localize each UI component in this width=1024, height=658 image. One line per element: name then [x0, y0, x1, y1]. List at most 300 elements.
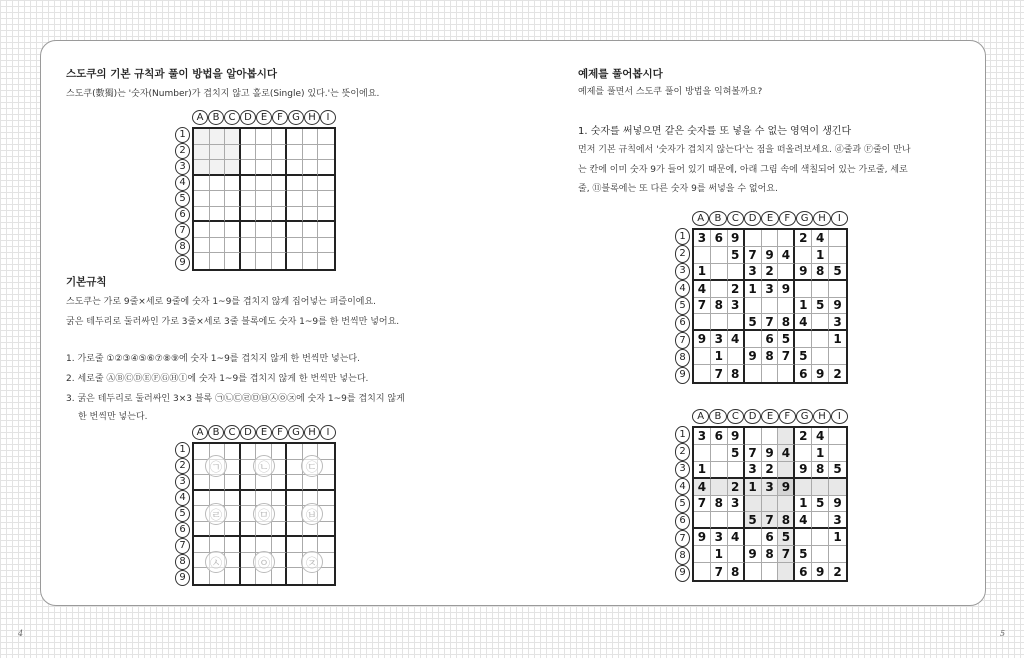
row-label: 4 [175, 175, 190, 191]
row-labels [175, 442, 190, 586]
sudoku-cell: 5 [795, 348, 812, 365]
column-label: E [256, 425, 272, 440]
sudoku-cell [210, 207, 226, 223]
row-label: 8 [675, 547, 690, 564]
sudoku-cell: 9 [762, 247, 779, 264]
sudoku-cell: 5 [728, 445, 745, 462]
block-label: ㉢ [301, 455, 323, 477]
sudoku-cell [303, 191, 319, 207]
sudoku-cell [287, 522, 303, 538]
sudoku-cell [194, 222, 210, 238]
sudoku-cell [318, 253, 334, 269]
sudoku-cell [694, 512, 711, 529]
sudoku-cell: 9 [778, 479, 795, 496]
sudoku-cell [241, 522, 257, 538]
sudoku-cell [762, 365, 779, 382]
sudoku-cell [318, 145, 334, 161]
sudoku-cell: 2 [728, 281, 745, 298]
block-label: ㉣ [205, 503, 227, 525]
row-labels [675, 426, 690, 582]
sudoku-cell [272, 475, 288, 491]
sudoku-cell [241, 191, 257, 207]
sudoku-cell [812, 331, 829, 348]
sudoku-cell: 1 [694, 264, 711, 281]
column-label: F [779, 211, 796, 226]
column-labels [192, 425, 336, 440]
sudoku-cell: 4 [778, 247, 795, 264]
sudoku-cell [225, 460, 241, 476]
sudoku-cell [778, 496, 795, 513]
sudoku-cell: 8 [812, 462, 829, 479]
sudoku-cell [272, 253, 288, 269]
sudoku-cell [318, 191, 334, 207]
sudoku-cell: 1 [829, 529, 846, 546]
row-label: 7 [675, 332, 690, 349]
sudoku-cell: 1 [711, 546, 728, 563]
sudoku-cell [287, 129, 303, 145]
sudoku-cell [778, 563, 795, 580]
sudoku-cell [256, 222, 272, 238]
sudoku-cell: 6 [762, 529, 779, 546]
sudoku-cell [272, 491, 288, 507]
sudoku-cell [795, 445, 812, 462]
numbered-rule-2: 2. 세로줄 ⒶⒷⒸⒹⒺⒻⒼⒽⒾ에 숫자 1~9를 겹치지 않게 한 번씩만 넣는다. [66, 374, 369, 384]
sudoku-cell [225, 506, 241, 522]
sudoku-cell: 9 [728, 230, 745, 247]
sudoku-cell: 6 [795, 365, 812, 382]
sudoku-cell [711, 479, 728, 496]
step-line-1: 먼저 기본 규칙에서 '숫자가 겹치지 않는다'는 점을 떠올려보세요. ⓓ줄과 Ⓕ줄이 만나 [578, 145, 911, 155]
row-label: 4 [675, 478, 690, 495]
sudoku-cell [272, 191, 288, 207]
column-label: H [813, 409, 830, 424]
sudoku-cell [829, 428, 846, 445]
sudoku-cell [303, 145, 319, 161]
sudoku-cell: 7 [762, 314, 779, 331]
sudoku-cell: 2 [795, 428, 812, 445]
sudoku-cell [303, 176, 319, 192]
column-label: C [727, 409, 744, 424]
sudoku-cell: 9 [812, 365, 829, 382]
sudoku-cell [210, 222, 226, 238]
sudoku-cell [241, 207, 257, 223]
sudoku-cell [812, 314, 829, 331]
sudoku-cell: 7 [762, 512, 779, 529]
sudoku-cell [210, 129, 226, 145]
sudoku-cell [272, 160, 288, 176]
numbered-rule-3: 3. 굵은 테두리로 둘러싸인 3×3 블록 ㉠㉡㉢㉣㉤㉥㉦㉧㉨에 숫자 1~9를 겹치지 않게 [66, 394, 405, 404]
sudoku-cell [256, 176, 272, 192]
sudoku-cell [256, 160, 272, 176]
sudoku-cell [812, 281, 829, 298]
sudoku-cell: 8 [778, 512, 795, 529]
sudoku-cell [711, 314, 728, 331]
row-label: 7 [675, 530, 690, 547]
sudoku-cell [829, 247, 846, 264]
sudoku-cell [241, 222, 257, 238]
sudoku-cell [711, 264, 728, 281]
sudoku-cell: 9 [795, 264, 812, 281]
sudoku-cell [210, 253, 226, 269]
sudoku-cell: 9 [762, 445, 779, 462]
sudoku-cell: 1 [745, 479, 762, 496]
sudoku-cell: 5 [778, 331, 795, 348]
sudoku-cell: 3 [745, 462, 762, 479]
block-label: ㉥ [301, 503, 323, 525]
sudoku-cell: 2 [728, 479, 745, 496]
sudoku-cell [194, 160, 210, 176]
column-label: F [779, 409, 796, 424]
row-label: 6 [175, 207, 190, 223]
sudoku-cell: 3 [762, 281, 779, 298]
sudoku-cell: 7 [778, 546, 795, 563]
sudoku-cell [745, 230, 762, 247]
block-label: ㉦ [205, 551, 227, 573]
sudoku-cell [711, 445, 728, 462]
sudoku-grid [692, 426, 848, 582]
row-label: 2 [175, 458, 190, 474]
sudoku-cell: 5 [829, 264, 846, 281]
sudoku-cell [694, 546, 711, 563]
row-label: 9 [175, 570, 190, 586]
sudoku-cell [272, 176, 288, 192]
sudoku-cell [256, 129, 272, 145]
sudoku-cell [829, 230, 846, 247]
sudoku-cell [303, 207, 319, 223]
sudoku-cell [745, 563, 762, 580]
sudoku-cell [728, 512, 745, 529]
row-label: 2 [175, 143, 190, 159]
sudoku-cell [241, 568, 257, 584]
sudoku-cell: 2 [795, 230, 812, 247]
row-label: 5 [675, 495, 690, 512]
row-label: 4 [675, 280, 690, 297]
sudoku-cell [728, 314, 745, 331]
column-label: I [831, 211, 848, 226]
sudoku-cell: 3 [829, 314, 846, 331]
sudoku-cell [225, 522, 241, 538]
sudoku-cell: 5 [812, 496, 829, 513]
sudoku-cell [287, 160, 303, 176]
block-label: ㉨ [301, 551, 323, 573]
sudoku-cell [210, 191, 226, 207]
sudoku-cell [272, 238, 288, 254]
sudoku-cell [829, 281, 846, 298]
column-label: H [813, 211, 830, 226]
sudoku-cell [256, 253, 272, 269]
sudoku-cell [225, 222, 241, 238]
sudoku-cell [225, 444, 241, 460]
sudoku-cell [745, 529, 762, 546]
sudoku-cell [694, 247, 711, 264]
sudoku-cell [318, 238, 334, 254]
sudoku-cell: 5 [745, 512, 762, 529]
sudoku-cell [194, 129, 210, 145]
sudoku-cell [762, 563, 779, 580]
row-label: 2 [675, 245, 690, 262]
sudoku-cell [287, 191, 303, 207]
sudoku-grid [692, 228, 848, 384]
sudoku-cell [287, 475, 303, 491]
page-number-left: 4 [18, 629, 24, 638]
sudoku-cell [728, 348, 745, 365]
sudoku-cell [778, 230, 795, 247]
sudoku-cell: 4 [728, 331, 745, 348]
sudoku-cell [829, 546, 846, 563]
step-heading: 1. 숫자를 써넣으면 같은 숫자를 또 넣을 수 없는 영역이 생긴다 [578, 126, 852, 137]
sudoku-cell [829, 479, 846, 496]
sudoku-cell [303, 129, 319, 145]
sudoku-cell [778, 298, 795, 315]
sudoku-cell [194, 568, 210, 584]
sudoku-cell: 2 [762, 462, 779, 479]
sudoku-cell [225, 191, 241, 207]
left-title: 스도쿠의 기본 규칙과 풀이 방법을 알아봅시다 [66, 68, 277, 80]
row-label: 1 [675, 228, 690, 245]
sudoku-cell: 4 [812, 230, 829, 247]
sudoku-cell: 7 [745, 445, 762, 462]
sudoku-cell: 2 [833, 564, 842, 579]
sudoku-cell: 4 [694, 479, 711, 496]
sudoku-cell [795, 331, 812, 348]
column-label: G [796, 409, 813, 424]
sudoku-cell: 7 [694, 298, 711, 315]
row-label: 6 [675, 315, 690, 332]
sudoku-cell: 3 [694, 428, 711, 445]
row-label: 5 [175, 191, 190, 207]
sudoku-cell [241, 160, 257, 176]
sudoku-cell [287, 253, 303, 269]
column-label: B [208, 110, 224, 125]
block-label: ㉤ [253, 503, 275, 525]
sudoku-cell [287, 491, 303, 507]
sudoku-cell [225, 253, 241, 269]
row-label: 5 [175, 506, 190, 522]
sudoku-cell [745, 496, 762, 513]
sudoku-cell [225, 160, 241, 176]
sudoku-cell [812, 512, 829, 529]
row-label: 8 [175, 554, 190, 570]
sudoku-cell [225, 568, 241, 584]
sudoku-cell [318, 207, 334, 223]
sudoku-cell [711, 462, 728, 479]
row-labels [175, 127, 190, 271]
sudoku-cell [303, 238, 319, 254]
sudoku-cell [711, 512, 728, 529]
block-label: ㉡ [253, 455, 275, 477]
sudoku-cell: 1 [812, 247, 829, 264]
sudoku-cell [745, 365, 762, 382]
sudoku-cell: 1 [711, 348, 728, 365]
column-label: A [692, 409, 709, 424]
sudoku-cell [194, 537, 210, 553]
sudoku-cell [778, 462, 795, 479]
sudoku-cell [318, 129, 334, 145]
sudoku-cell [318, 568, 334, 584]
sudoku-cell: 7 [711, 563, 728, 580]
sudoku-cell: 3 [711, 529, 728, 546]
sudoku-cell [241, 475, 257, 491]
sudoku-cell: 1 [745, 281, 762, 298]
sudoku-cell [225, 145, 241, 161]
sudoku-cell [303, 160, 319, 176]
sudoku-cell [795, 247, 812, 264]
sudoku-cell [762, 428, 779, 445]
column-label: C [727, 211, 744, 226]
column-label: D [744, 409, 761, 424]
sudoku-cell [287, 568, 303, 584]
row-label: 4 [175, 490, 190, 506]
sudoku-cell [318, 537, 334, 553]
sudoku-cell: 3 [728, 496, 745, 513]
sudoku-cell: 5 [812, 298, 829, 315]
column-label: D [240, 425, 256, 440]
sudoku-cell [287, 222, 303, 238]
sudoku-cell [210, 238, 226, 254]
sudoku-cell [318, 176, 334, 192]
column-label: I [831, 409, 848, 424]
sudoku-cell [812, 348, 829, 365]
sudoku-cell [241, 145, 257, 161]
sudoku-cell: 5 [829, 462, 846, 479]
sudoku-cell: 3 [728, 298, 745, 315]
sudoku-cell: 3 [762, 479, 779, 496]
right-intro: 예제를 풀면서 스도쿠 풀이 방법을 익혀볼까요? [578, 87, 763, 97]
sudoku-cell: 9 [728, 428, 745, 445]
sudoku-cell [318, 444, 334, 460]
row-label: 6 [675, 513, 690, 530]
column-label: A [692, 211, 709, 226]
sudoku-cell [241, 176, 257, 192]
sudoku-cell [225, 537, 241, 553]
sudoku-cell [694, 563, 711, 580]
left-intro: 스도쿠(數獨)는 '숫자(Number)가 겹치지 않고 홀로(Single) 있다.'는 뜻이에요. [66, 89, 380, 99]
sudoku-cell [225, 129, 241, 145]
sudoku-cell: 4 [812, 428, 829, 445]
sudoku-cell [194, 444, 210, 460]
sudoku-cell [241, 238, 257, 254]
column-label: H [304, 425, 320, 440]
sudoku-cell [194, 238, 210, 254]
sudoku-cell [829, 348, 846, 365]
row-label: 3 [175, 474, 190, 490]
sudoku-cell [778, 365, 795, 382]
sudoku-cell: 4 [795, 512, 812, 529]
sudoku-cell [194, 145, 210, 161]
sudoku-grid [192, 127, 336, 271]
row-label: 6 [175, 522, 190, 538]
sudoku-cell [225, 207, 241, 223]
sudoku-cell: 8 [762, 348, 779, 365]
row-label: 7 [175, 223, 190, 239]
column-label: F [272, 110, 288, 125]
sudoku-cell [318, 522, 334, 538]
sudoku-cell: 8 [762, 546, 779, 563]
sudoku-cell [272, 568, 288, 584]
sudoku-cell: 9 [745, 348, 762, 365]
sudoku-cell [795, 281, 812, 298]
column-label: B [208, 425, 224, 440]
rules-line-1: 스도쿠는 가로 9줄×세로 9줄에 숫자 1~9를 겹치지 않게 집어넣는 퍼즐이에요. [66, 297, 377, 307]
sudoku-cell [694, 365, 711, 382]
sudoku-cell [745, 331, 762, 348]
sudoku-cell: 8 [728, 365, 745, 382]
row-label: 3 [675, 263, 690, 280]
sudoku-cell: 7 [694, 496, 711, 513]
rules-line-2: 굵은 테두리로 둘러싸인 가로 3줄×세로 3줄 블록에도 숫자 1~9를 한 번씩만 넣어요. [66, 317, 400, 327]
sudoku-cell [272, 145, 288, 161]
sudoku-cell [762, 230, 779, 247]
sudoku-cell [210, 145, 226, 161]
rules-heading: 기본규칙 [66, 276, 107, 288]
sudoku-cell: 1 [812, 445, 829, 462]
sudoku-cell [272, 522, 288, 538]
sudoku-cell [194, 491, 210, 507]
sudoku-cell: 9 [745, 546, 762, 563]
sudoku-cell [303, 253, 319, 269]
row-label: 2 [675, 443, 690, 460]
sudoku-cell: 6 [795, 563, 812, 580]
sudoku-cell [318, 475, 334, 491]
sudoku-cell [241, 129, 257, 145]
sudoku-cell: 2 [762, 264, 779, 281]
sudoku-cell: 6 [711, 230, 728, 247]
sudoku-cell: 4 [778, 445, 795, 462]
row-label: 1 [175, 127, 190, 143]
sudoku-cell [287, 207, 303, 223]
sudoku-cell: 6 [762, 331, 779, 348]
sudoku-cell [194, 475, 210, 491]
sudoku-cell [287, 537, 303, 553]
column-label: A [192, 110, 208, 125]
row-label: 8 [675, 349, 690, 366]
row-label: 1 [175, 442, 190, 458]
sudoku-cell [256, 145, 272, 161]
sudoku-cell: 9 [778, 281, 795, 298]
sudoku-cell [256, 238, 272, 254]
sudoku-cell: 9 [829, 496, 846, 513]
sudoku-cell [287, 145, 303, 161]
column-label: I [320, 425, 336, 440]
sudoku-cell: 1 [795, 298, 812, 315]
sudoku-cell [728, 546, 745, 563]
sudoku-cell [272, 537, 288, 553]
column-label: G [288, 425, 304, 440]
row-label: 9 [675, 565, 690, 582]
sudoku-cell [241, 253, 257, 269]
sudoku-cell: 4 [728, 529, 745, 546]
column-label: C [224, 110, 240, 125]
sudoku-cell [225, 176, 241, 192]
sudoku-cell [225, 238, 241, 254]
sudoku-cell [778, 264, 795, 281]
sudoku-cell: 5 [778, 529, 795, 546]
sudoku-cell [694, 445, 711, 462]
column-label: C [224, 425, 240, 440]
sudoku-cell [194, 253, 210, 269]
page-number-right: 5 [1000, 629, 1006, 638]
sudoku-cell [829, 445, 846, 462]
sudoku-cell: 5 [745, 314, 762, 331]
row-label: 3 [675, 461, 690, 478]
sudoku-cell [812, 529, 829, 546]
sudoku-cell: 8 [728, 563, 745, 580]
sudoku-cell [210, 176, 226, 192]
column-labels [692, 409, 848, 424]
column-label: D [240, 110, 256, 125]
sudoku-cell [694, 314, 711, 331]
sudoku-cell: 3 [711, 331, 728, 348]
